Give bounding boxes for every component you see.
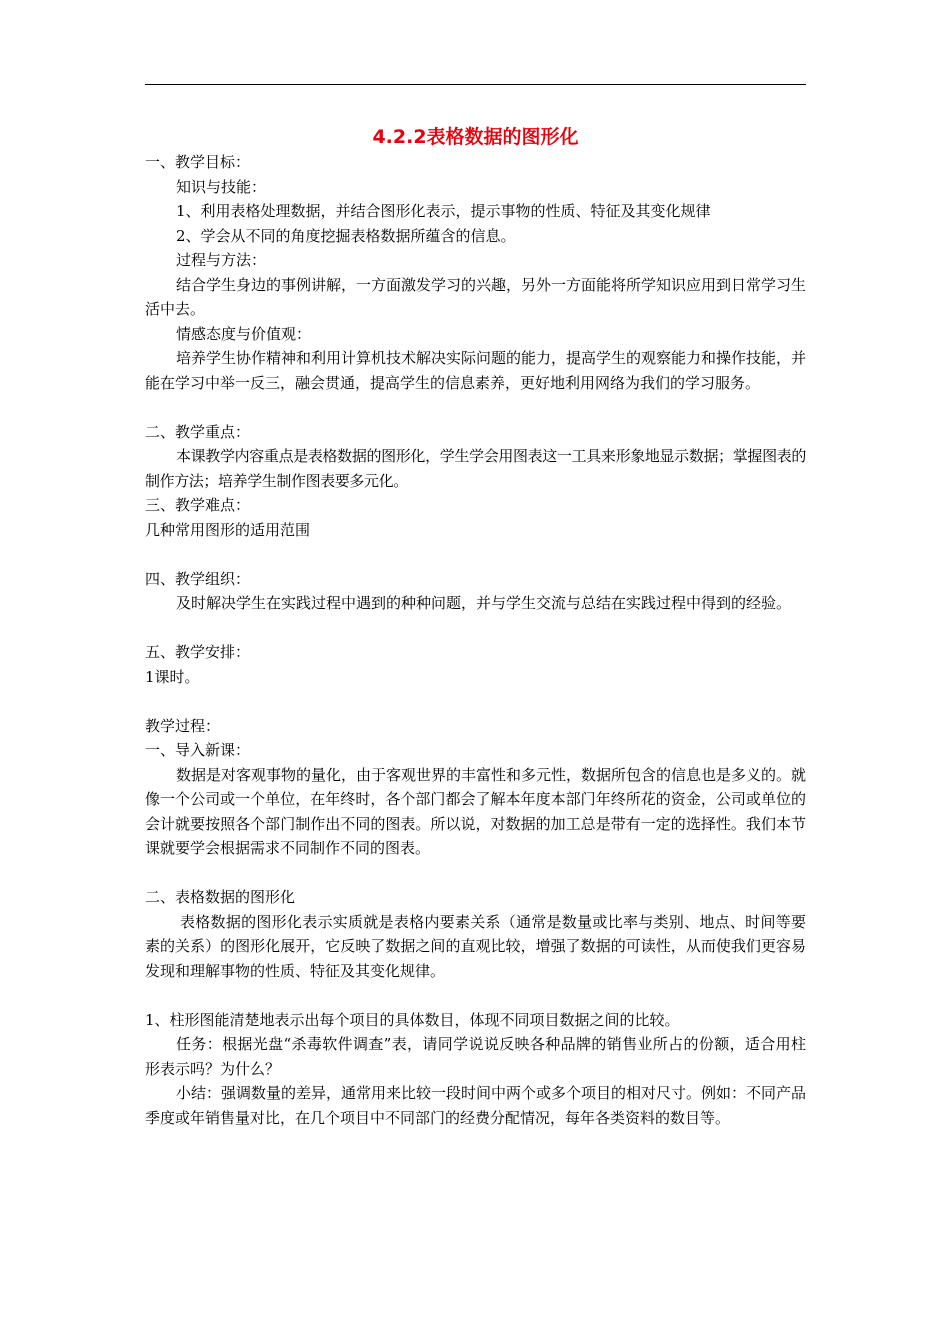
section-heading: 四、教学组织：	[145, 569, 251, 588]
paragraph: 任务：根据光盘“杀毒软件调查”表，请同学说说反映各种品牌的销售业所占的份额，适合用柱形表示吗？为什么？	[145, 1035, 806, 1078]
subheading: 过程与方法：	[176, 251, 267, 269]
section-heading: 一、教学目标：	[145, 153, 251, 171]
paragraph: 结合学生身边的事例讲解，一方面激发学习的兴趣，另外一方面能将所学知识应用到日常学习生活中去。	[145, 275, 807, 318]
section-heading: 教学过程：	[145, 716, 221, 735]
section-heading: 一、导入新课：	[145, 741, 251, 759]
paragraph: 表格数据的图形化表示实质就是表格内要素关系（通常是数量或比率与类别、地点、时间等要素的关系）的图形化展开，它反映了数据之间的直观比较，增强了数据的可读性，从而使我们更容易发现和理解事物的性质、特征及其变化规律。	[145, 912, 806, 980]
subheading: 知识与技能：	[176, 177, 267, 196]
subheading: 情感态度与价值观：	[176, 324, 312, 343]
section-heading: 三、教学难点：	[145, 496, 251, 514]
paragraph: 小结：强调数量的差异，通常用来比较一段时间中两个或多个项目的相对尺寸。例如：不同产品季度或年销售量对比，在几个项目中不同部门的经费分配情况，每年各类资料的数目等。	[145, 1084, 807, 1127]
paragraph: 及时解决学生在实践过程中遇到的种种问题，并与学生交流与总结在实践过程中得到的经验。	[176, 594, 792, 612]
document-body	[145, 150, 806, 1130]
section-heading: 五、教学安排：	[145, 643, 251, 661]
paragraph: 1课时。	[145, 667, 200, 686]
section-heading: 二、表格数据的图形化	[145, 888, 296, 906]
header-rule	[145, 84, 806, 85]
list-item: 2、学会从不同的角度挖掘表格数据所蕴含的信息。	[176, 226, 516, 245]
section-heading: 二、教学重点：	[145, 422, 251, 441]
list-item: 1、利用表格处理数据，并结合图形化表示，提示事物的性质、特征及其变化规律	[176, 202, 711, 220]
paragraph: 培养学生协作精神和利用计算机技术解决实际问题的能力，提高学生的观察能力和操作技能，并能在学习中举一反三，融会贯通，提高学生的信息素养，更好地利用网络为我们的学习服务。	[145, 349, 807, 392]
section-heading: 1、柱形图能清楚地表示出每个项目的具体数目，体现不同项目数据之间的比较。	[145, 1010, 680, 1029]
page-title: 4.2.2表格数据的图形化	[372, 126, 579, 148]
paragraph: 数据是对客观事物的量化，由于客观世界的丰富性和多元性，数据所包含的信息也是多义的。就像一个公司或一个单位，在年终时，各个部门都会了解本年度本部门年终所花的资金，公司或单位的会计就要按照各个部门制作出不同的图表。所以说，对数据的加工总是带有一定的选择性。我们本节课就要学会根据需求不同制作不同的图表。	[145, 765, 807, 857]
paragraph: 几种常用图形的适用范围	[145, 520, 311, 539]
paragraph: 本课教学内容重点是表格数据的图形化，学生学会用图表这一工具来形象地显示数据；掌握图表的制作方法；培养学生制作图表要多元化。	[145, 447, 806, 490]
